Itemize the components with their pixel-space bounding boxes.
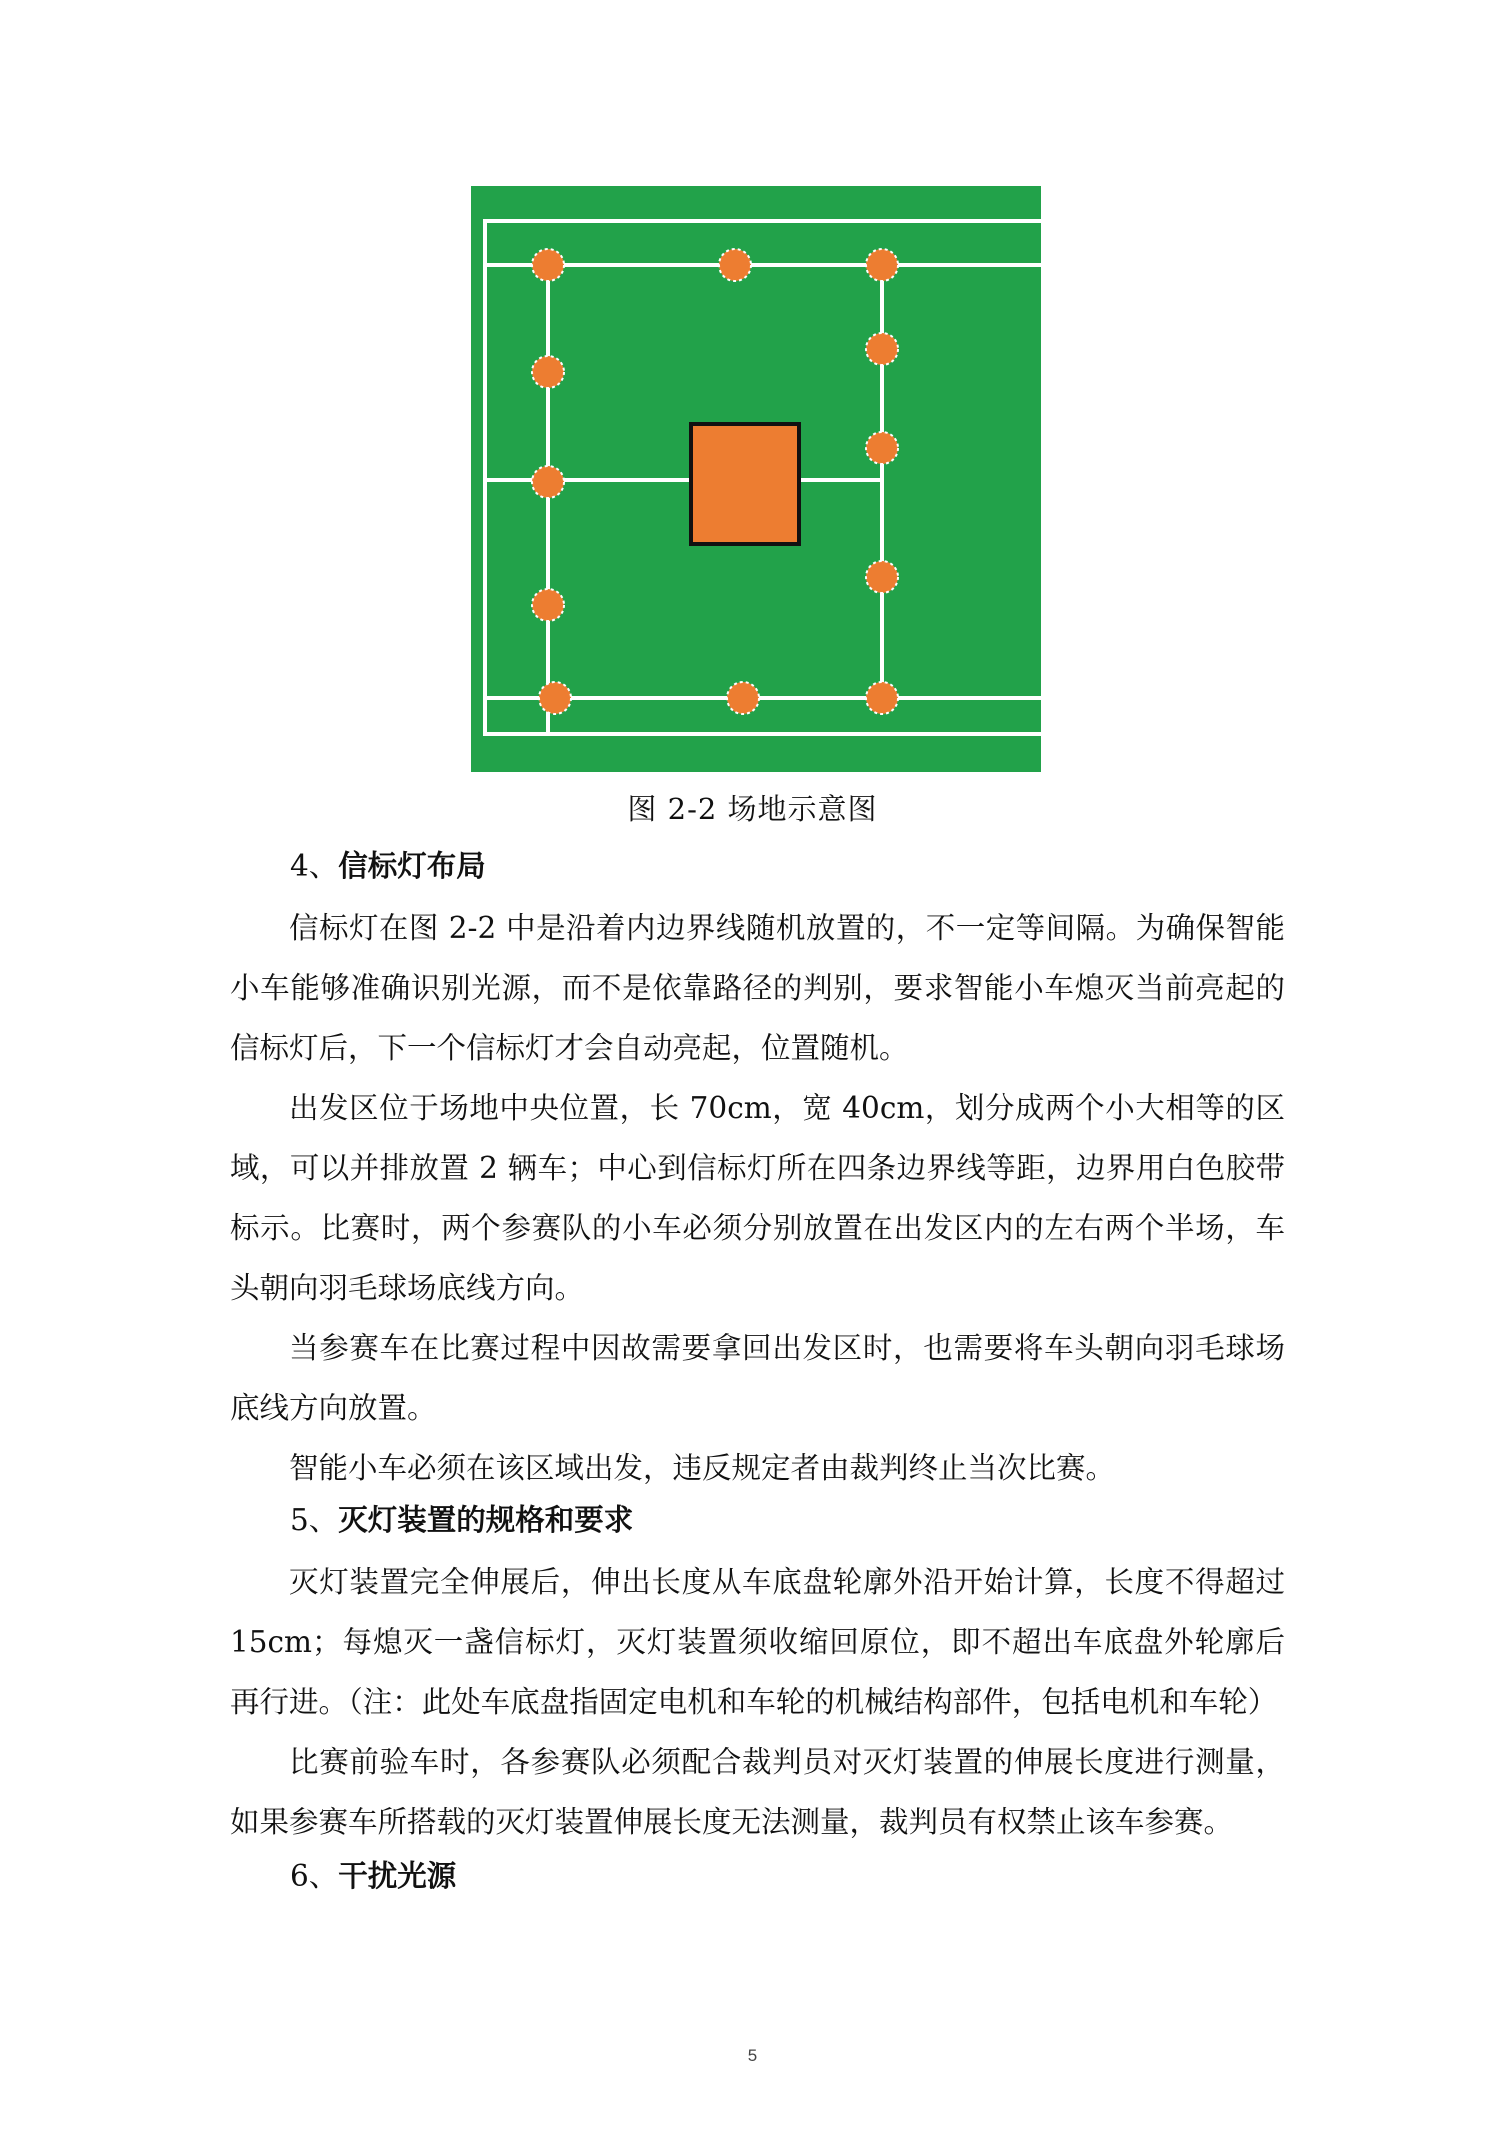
beacon-light: [532, 589, 564, 621]
beacon-light: [532, 466, 564, 498]
beacon-light: [532, 356, 564, 388]
beacon-light: [866, 682, 898, 714]
section-4-number: 4、: [290, 849, 339, 883]
beacon-light: [866, 249, 898, 281]
beacon-light: [866, 561, 898, 593]
paragraph: 灭灯装置完全伸展后，伸出长度从车底盘轮廓外沿开始计算，长度不得超过 15cm；每熄灭一盏信标灯，灭灯装置须收缩回原位，即不超出车底盘外轮廓后再行进。（注：此处车底盘指固定电机和车轮的机械结构部件，包括电机和车轮）: [230, 1565, 1285, 1719]
section-4-heading: [290, 843, 486, 885]
section-5-body: [230, 1552, 1285, 1852]
figure-caption: 图 2-2 场地示意图: [627, 792, 878, 826]
paragraph: 当参赛车在比赛过程中因故需要拿回出发区时，也需要将车头朝向羽毛球场底线方向放置。: [230, 1331, 1285, 1425]
beacon-light: [719, 249, 751, 281]
section-4-body: [230, 898, 1285, 1498]
beacon-light: [532, 249, 564, 281]
section-6-number: 6、: [290, 1859, 339, 1893]
paragraph: 出发区位于场地中央位置，长 70cm，宽 40cm，划分成两个小大相等的区域，可以并排放置 2 辆车；中心到信标灯所在四条边界线等距，边界用白色胶带标示。比赛时，两个参赛队的小车必须分别放置在出发区内的左右两个半场，车头朝向羽毛球场底线方向。: [230, 1091, 1285, 1305]
paragraph: 信标灯在图 2-2 中是沿着内边界线随机放置的，不一定等间隔。为确保智能小车能够准确识别光源，而不是依靠路径的判别，要求智能小车熄灭当前亮起的信标灯后，下一个信标灯才会自动亮起，位置随机。: [230, 911, 1285, 1065]
section-4-title: 信标灯布局: [338, 848, 486, 883]
page-number: 5: [747, 2046, 758, 2065]
section-5-heading: [290, 1497, 633, 1539]
beacon-light: [727, 682, 759, 714]
section-5-number: 5、: [290, 1503, 339, 1537]
paragraph: 智能小车必须在该区域出发，违反规定者由裁判终止当次比赛。: [289, 1451, 1116, 1485]
beacon-light: [539, 682, 571, 714]
section-6-title: 干扰光源: [338, 1858, 457, 1893]
paragraph: 比赛前验车时，各参赛队必须配合裁判员对灭灯装置的伸展长度进行测量，如果参赛车所搭载的灭灯装置伸展长度无法测量，裁判员有权禁止该车参赛。: [230, 1745, 1285, 1839]
field-diagram: [471, 186, 1041, 772]
start-zone: [691, 424, 799, 544]
section-5-title: 灭灯装置的规格和要求: [338, 1502, 634, 1537]
beacon-light: [866, 333, 898, 365]
beacon-light: [866, 432, 898, 464]
section-6-heading: [290, 1853, 456, 1895]
